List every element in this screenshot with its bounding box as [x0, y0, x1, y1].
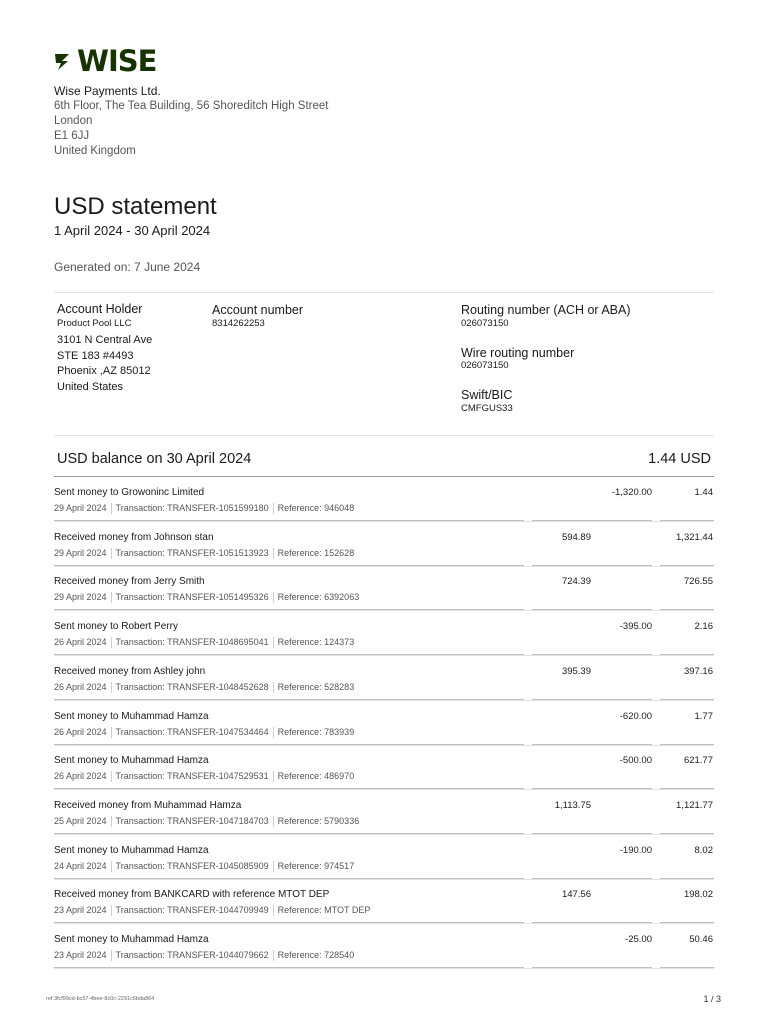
balance-label: USD balance on 30 April 2024	[57, 451, 252, 467]
transaction-meta	[54, 503, 358, 514]
row-divider-segment	[660, 967, 714, 968]
row-divider-segment	[54, 744, 524, 745]
transaction-date: 29 April 2024	[54, 503, 107, 513]
running-balance: 621.77	[683, 755, 713, 767]
transaction-row	[54, 702, 714, 746]
transaction-id: Transaction: TRANSFER-1048452628	[111, 682, 273, 693]
transaction-description: Sent money to Robert Perry	[54, 621, 178, 633]
amount-out: -500.00	[619, 755, 652, 767]
transaction-id: Transaction: TRANSFER-1051599180	[111, 503, 273, 514]
transaction-description: Sent money to Muhammad Hamza	[54, 934, 209, 945]
transaction-description: Received money from Johnson stan	[54, 531, 214, 543]
amount-out: -1,320.00	[611, 487, 652, 498]
account-holder-label: Account Holder	[57, 302, 143, 316]
transaction-description: Received money from Ashley john	[54, 665, 206, 677]
running-balance: 198.02	[683, 889, 713, 901]
statement-period: 1 April 2024 - 30 April 2024	[54, 223, 211, 238]
account-holder-address	[57, 333, 152, 395]
company-address-line: London	[54, 115, 93, 127]
routing-number-label: Routing number (ACH or ABA)	[461, 303, 631, 317]
routing-number-value: 026073150	[461, 318, 509, 329]
transaction-id: Transaction: TRANSFER-1047534464	[111, 727, 273, 738]
transaction-description: Sent money to Growoninc Limited	[54, 487, 205, 498]
account-number-label: Account number	[212, 303, 304, 317]
row-divider-segment	[54, 565, 524, 566]
balance-amount: 1.44 USD	[648, 451, 711, 467]
balance-divider	[54, 476, 714, 477]
transaction-row	[54, 612, 714, 656]
running-balance: 2.16	[694, 621, 713, 633]
row-divider-segment	[54, 609, 524, 610]
transaction-reference: Reference: 5790336	[273, 816, 364, 827]
company-address-line: 6th Floor, The Tea Building, 56 Shoreditch High Street	[54, 100, 329, 112]
amount-out: -620.00	[619, 710, 652, 722]
transaction-reference: Reference: 152628	[273, 548, 359, 559]
transaction-meta	[54, 771, 358, 782]
transaction-meta	[54, 548, 358, 559]
transaction-date: 29 April 2024	[54, 547, 107, 558]
transaction-id: Transaction: TRANSFER-1047529531	[111, 771, 273, 782]
generated-date: Generated on: 7 June 2024	[54, 260, 201, 274]
row-divider-segment	[54, 922, 524, 923]
transaction-reference: Reference: 6392063	[273, 592, 364, 603]
running-balance: 1.77	[694, 710, 713, 722]
transaction-date: 26 April 2024	[54, 637, 107, 648]
company-address-line: E1 6JJ	[54, 130, 90, 142]
row-divider-segment	[660, 788, 714, 789]
row-divider-segment	[532, 878, 652, 879]
amount-out: -395.00	[619, 621, 652, 633]
transaction-id: Transaction: TRANSFER-1047184703	[111, 816, 273, 827]
transaction-id: Transaction: TRANSFER-1048695041	[111, 637, 273, 648]
transaction-description: Received money from Muhammad Hamza	[54, 799, 242, 811]
row-divider-segment	[532, 520, 652, 521]
wire-routing-value: 026073150	[461, 360, 509, 371]
transaction-id: Transaction: TRANSFER-1051513923	[111, 548, 273, 559]
running-balance: 50.46	[689, 934, 713, 945]
row-divider-segment	[660, 609, 714, 610]
row-divider	[54, 968, 714, 969]
holder-address-line: United States	[57, 380, 124, 393]
row-divider-segment	[660, 833, 714, 834]
row-divider-segment	[660, 520, 714, 521]
wise-flag-icon	[53, 48, 75, 74]
transaction-meta	[54, 682, 358, 693]
transaction-meta	[54, 637, 358, 648]
account-holder-name: Product Pool LLC	[57, 318, 132, 329]
row-divider-segment	[54, 788, 524, 789]
row-divider-segment	[660, 744, 714, 745]
transaction-row	[54, 567, 714, 611]
transaction-row	[54, 523, 714, 567]
transaction-date: 23 April 2024	[54, 950, 107, 960]
row-divider-segment	[660, 878, 714, 879]
amount-in: 724.39	[561, 576, 591, 588]
transaction-reference: Reference: 486970	[273, 771, 359, 782]
transaction-description: Received money from Jerry Smith	[54, 576, 205, 588]
page-number: 1 / 3	[703, 994, 721, 1004]
statement-title: USD statement	[54, 193, 217, 220]
transaction-reference: Reference: 783939	[273, 727, 359, 738]
amount-out: -190.00	[619, 844, 652, 856]
transaction-date: 26 April 2024	[54, 681, 107, 692]
company-name: Wise Payments Ltd.	[54, 84, 161, 98]
row-divider-segment	[532, 833, 652, 834]
transaction-reference: Reference: 974517	[273, 861, 359, 872]
transaction-reference: Reference: MTOT DEP	[273, 905, 375, 916]
transaction-meta	[54, 950, 358, 961]
row-divider-segment	[54, 699, 524, 700]
row-divider-segment	[532, 967, 652, 968]
row-divider-segment	[532, 699, 652, 700]
transaction-meta	[54, 861, 358, 872]
transaction-date: 23 April 2024	[54, 905, 107, 916]
running-balance: 1,121.77	[676, 799, 713, 811]
swift-label: Swift/BIC	[461, 388, 513, 402]
row-divider-segment	[660, 699, 714, 700]
row-divider-segment	[532, 788, 652, 789]
transaction-date: 24 April 2024	[54, 860, 107, 871]
amount-in: 147.56	[561, 889, 591, 901]
running-balance: 726.55	[683, 576, 713, 588]
running-balance: 397.16	[683, 665, 713, 677]
running-balance: 1.44	[694, 487, 713, 498]
amount-in: 395.39	[561, 665, 591, 677]
transaction-row	[54, 791, 714, 835]
swift-value: CMFGUS33	[461, 403, 513, 414]
transaction-row	[54, 880, 714, 924]
wise-logo	[53, 46, 156, 76]
row-divider-segment	[54, 967, 524, 968]
transaction-description: Received money from BANKCARD with reference MTOT DEP	[54, 889, 330, 901]
account-number-value: 8314262253	[212, 318, 265, 329]
transaction-meta	[54, 727, 358, 738]
transaction-reference: Reference: 528283	[273, 682, 359, 693]
holder-address-line: 3101 N Central Ave	[57, 334, 153, 346]
transaction-id: Transaction: TRANSFER-1045085909	[111, 861, 273, 872]
transaction-row	[54, 657, 714, 701]
transaction-description: Sent money to Muhammad Hamza	[54, 755, 209, 767]
row-divider-segment	[660, 654, 714, 655]
transaction-meta	[54, 905, 374, 916]
holder-address-line: STE 183 #4493	[57, 349, 134, 362]
wire-routing-label: Wire routing number	[461, 346, 575, 360]
transaction-date: 26 April 2024	[54, 726, 107, 737]
transaction-reference: Reference: 124373	[273, 637, 359, 648]
transaction-description: Sent money to Muhammad Hamza	[54, 844, 209, 856]
row-divider-segment	[54, 654, 524, 655]
transaction-date: 26 April 2024	[54, 771, 107, 782]
transaction-description: Sent money to Muhammad Hamza	[54, 710, 209, 722]
row-divider-segment	[54, 878, 524, 879]
transaction-date: 25 April 2024	[54, 815, 107, 826]
divider	[54, 292, 714, 293]
transaction-row	[54, 925, 714, 969]
transaction-id: Transaction: TRANSFER-1051495326	[111, 592, 273, 603]
transaction-date: 29 April 2024	[54, 592, 107, 603]
divider	[54, 435, 714, 436]
row-divider-segment	[532, 565, 652, 566]
row-divider-segment	[660, 922, 714, 923]
transaction-meta	[54, 592, 363, 603]
row-divider-segment	[532, 744, 652, 745]
transaction-id: Transaction: TRANSFER-1044079662	[111, 950, 273, 961]
amount-in: 1,113.75	[554, 799, 591, 811]
transaction-reference: Reference: 728540	[273, 950, 359, 961]
row-divider-segment	[532, 609, 652, 610]
logo-text: WISE	[77, 44, 157, 78]
row-divider-segment	[54, 833, 524, 834]
company-address-line: United Kingdom	[54, 145, 136, 157]
amount-out: -25.00	[625, 934, 652, 945]
row-divider-segment	[660, 565, 714, 566]
transaction-row	[54, 746, 714, 790]
row-divider-segment	[532, 922, 652, 923]
transaction-meta	[54, 816, 363, 827]
running-balance: 8.02	[694, 844, 713, 856]
holder-address-line: Phoenix ,AZ 85012	[57, 365, 151, 377]
transaction-row	[54, 478, 714, 522]
transaction-row	[54, 836, 714, 880]
transaction-id: Transaction: TRANSFER-1044709949	[111, 905, 273, 916]
running-balance: 1,321.44	[676, 531, 713, 543]
amount-in: 594.89	[561, 531, 591, 543]
company-address	[54, 84, 328, 159]
footer-reference: ref:3fcf99cd-bc57-4bee-8c0c-2291c6bda864	[46, 996, 155, 1002]
row-divider-segment	[54, 520, 524, 521]
row-divider-segment	[532, 654, 652, 655]
transaction-reference: Reference: 946048	[273, 503, 359, 514]
